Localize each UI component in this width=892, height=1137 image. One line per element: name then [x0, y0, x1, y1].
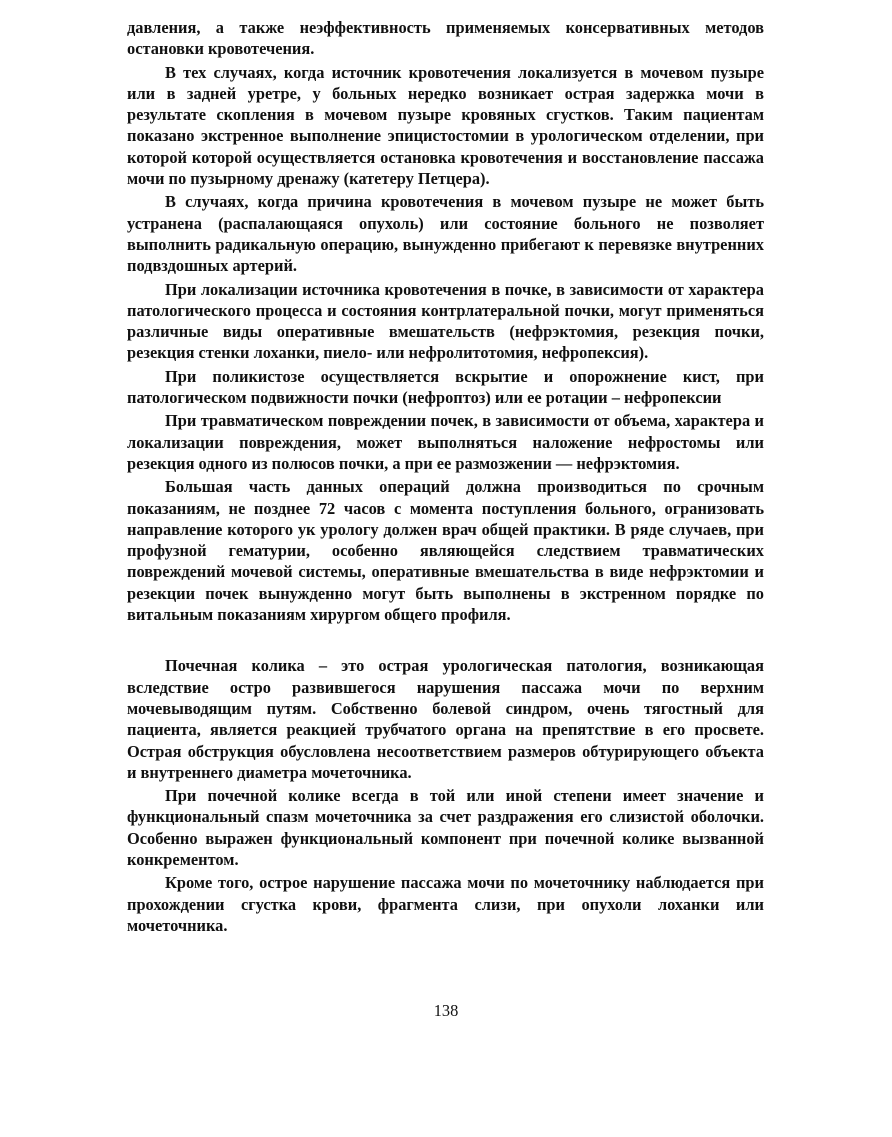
paragraph-bladder-bleeding: В тех случаях, когда источник кровотечения локализуется в мочевом пузыре или в задней уретре, у больных нередко возникает острая задержка мочи в результате скопления в мочевом пузыре кровяных сгустков. Таким пациентам показано экстренное выполнение эпицистостомии в урологическом отделении, при которой которой осуществляется остановка кровотечения и восстановление пассажа мочи по пузырному дренажу (катетеру Петцера). — [127, 62, 764, 189]
paragraph-other-causes: Кроме того, острое нарушение пассажа мочи по мочеточнику наблюдается при прохождении сгустка крови, фрагмента слизи, при опухоли лоханки или мочеточника. — [127, 873, 764, 935]
page-number: 138 — [433, 1001, 459, 1020]
paragraph-kidney-trauma: При травматическом повреждении почек, в зависимости от объема, характера и локализации повреждения, может выполняться наложение нефростомы или резекция одного из полюсов почки, а при ее размозжении — нефрэктомия. — [127, 411, 764, 473]
paragraph-kidney-bleeding: При локализации источника кровотечения в почке, в зависимости от характера патологического процесса и состояния контрлатеральной почки, могут применяться различные виды оперативные вмешательств (нефрэктомия, резекция почки, резекция стенки лоханки, пиело- или нефролитотомия, нефропексия). — [127, 279, 764, 363]
page-body — [127, 17, 764, 936]
paragraph-renal-colic — [127, 655, 764, 783]
term-renal-colic: Почечная колика — [165, 656, 305, 676]
paragraph-artery-ligation: В случаях, когда причина кровотечения в мочевом пузыре не может быть устранена (распалающаяся опухоль) или состояние больного не позволяет выполнить радикальную операцию, вынужденно прибегают к перевязке внутренних подвздошных артерий. — [127, 192, 764, 276]
paragraph-polycystosis: При поликистозе осуществляется вскрытие и опорожнение кист, при патологическом подвижности почки (нефроптоз) или ее ротации – нефропексии — [127, 366, 764, 408]
paragraph-urgent-operations: Большая часть данных операций должна производиться по срочным показаниям, не позднее 72 часов с момента поступления больного, огранизовать направление которого ук урологу должен врач общей практики. В ряде случаев, при профузной гематурии, особенно являющейся следствием травматических повреждений мочевой системы, оперативные вмешательства в виде нефрэктомии и резекции почек вынужденно могут быть выполнены в экстренном порядке по витальным показаниям хирургом общего профиля. — [127, 477, 764, 625]
section-gap — [127, 625, 764, 655]
paragraph-continued: давления, а также неэффективность применяемых консервативных методов остановки кровотечения. — [127, 18, 764, 59]
renal-colic-definition: – это острая урологическая патология, возникающая вследствие остро развившегося нарушения пассажа мочи по верхним мочевыводящим путям. Собственно болевой синдром, очень тягостный для пациента, является реакцией трубчатого органа на препятствие в его просвете. Острая обструкция обусловлена несоответствием размеров обтурирующего объекта и внутреннего диаметра мочеточника. — [127, 656, 764, 782]
paragraph-ureter-spasm: При почечной колике всегда в той или иной степени имеет значение и функциональный спазм мочеточника за счет раздражения его слизистой оболочки. Особенно выражен функциональный компонент при почечной колике вызванной конкрементом. — [127, 786, 764, 869]
